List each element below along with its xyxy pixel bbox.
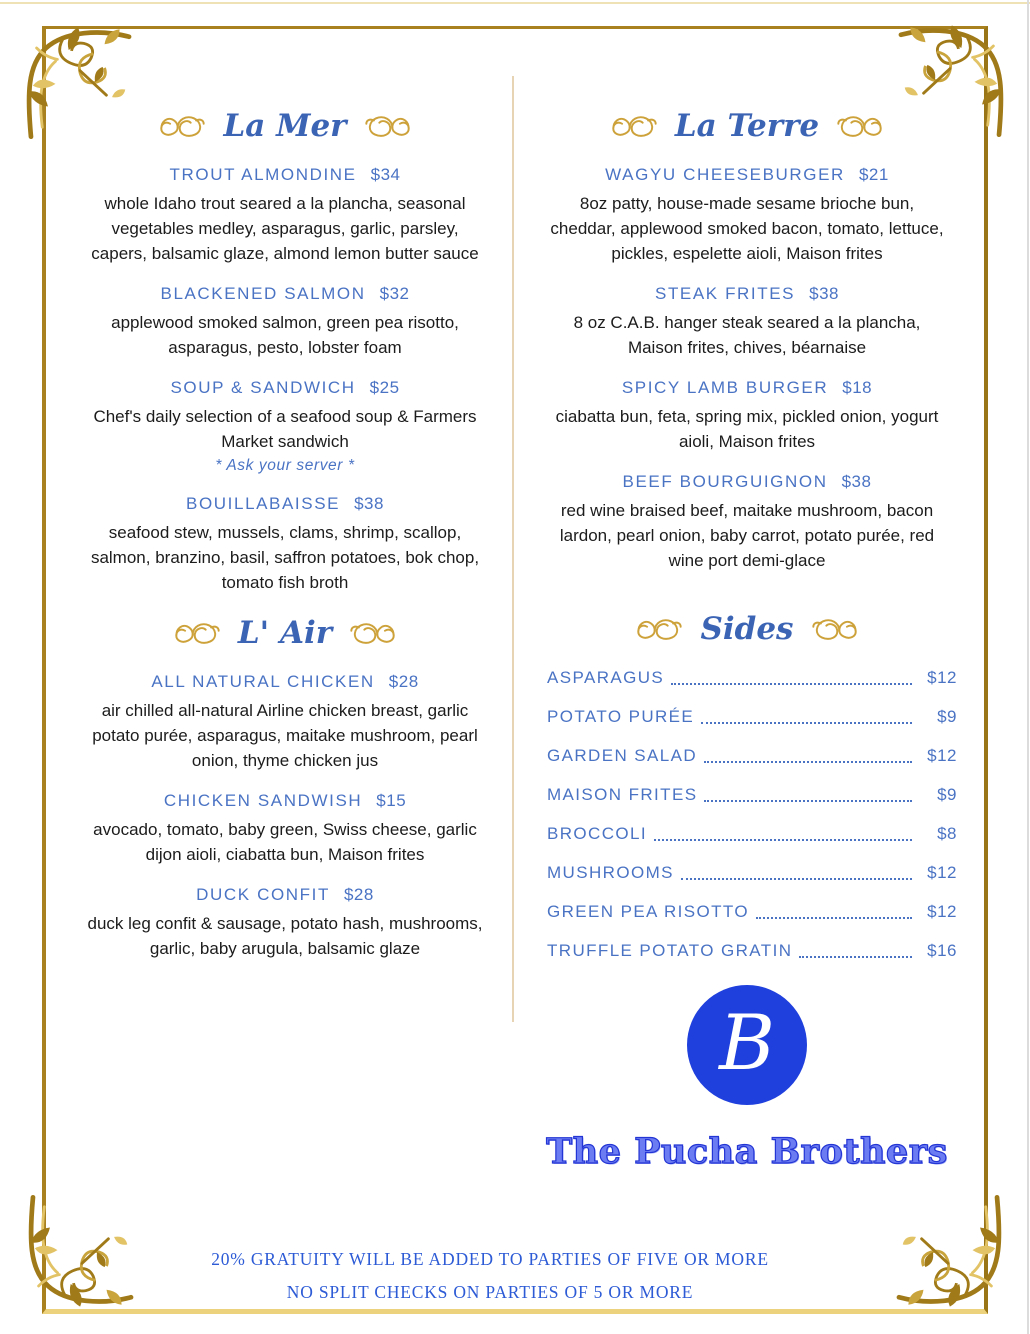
item-description: 8 oz C.A.B. hanger steak seared a la plancha, Maison frites, chives, béarnaise (573, 313, 921, 357)
menu-item (55, 492, 515, 595)
menu-item-header (55, 883, 515, 907)
item-description: air chilled all-natural Airline chicken breast, garlic potato purée, asparagus, maitake mushroom, pearl onion, thyme chicken jus (92, 701, 478, 770)
right-column (517, 104, 977, 1172)
item-name: SPICY LAMB BURGER (621, 378, 829, 397)
menu-item (517, 376, 977, 454)
page-right-rule (1027, 0, 1029, 1334)
dots-leader (756, 916, 912, 919)
item-description: ciabatta bun, feta, spring mix, pickled onion, yogurt aioli, Maison frites (555, 407, 939, 451)
section-title-l-air (55, 611, 515, 656)
item-name: CHICKEN SANDWISH (163, 791, 363, 810)
sides-list (547, 666, 957, 963)
dots-leader (701, 721, 912, 724)
menu-item (55, 282, 515, 360)
flourish-icon (607, 114, 661, 140)
footer-notice (0, 1243, 980, 1309)
item-price: $38 (354, 494, 384, 513)
side-item (547, 822, 957, 846)
item-price: $38 (841, 472, 872, 491)
item-price: $21 (858, 165, 889, 184)
item-name: BEEF BOURGUIGNON (622, 472, 828, 491)
menu-item (517, 282, 977, 360)
item-name: BOUILLABAISSE (186, 494, 341, 513)
dots-leader (681, 877, 912, 880)
section-title-la-mer (55, 104, 515, 149)
side-item (547, 939, 957, 963)
menu-item (55, 163, 515, 266)
menu-item (517, 470, 977, 573)
flourish-icon (155, 114, 209, 140)
item-description: avocado, tomato, baby green, Swiss cheese, garlic dijon aioli, ciabatta bun, Maison frites (93, 820, 477, 864)
section-title-text: La Mer (223, 108, 347, 144)
flourish-icon (808, 617, 862, 643)
side-name: MAISON FRITES (547, 785, 698, 804)
side-name: ASPARAGUS (547, 668, 665, 687)
dots-leader (704, 799, 912, 802)
item-price: $18 (842, 378, 873, 397)
menu-item (55, 883, 515, 961)
item-name: DUCK CONFIT (196, 885, 330, 904)
dots-leader (799, 955, 912, 958)
section-title-text: Sides (700, 611, 794, 647)
flourish-icon (361, 114, 415, 140)
side-price: $16 (927, 941, 957, 960)
item-description: red wine braised beef, maitake mushroom, bacon lardon, pearl onion, baby carrot, potato purée, red wine port demi-glace (559, 501, 935, 570)
brand-name: The Pucha Brothers (546, 1131, 948, 1172)
item-price: $38 (809, 284, 839, 303)
section-la-mer (55, 104, 515, 595)
dots-leader (654, 838, 912, 841)
item-description: 8oz patty, house-made sesame brioche bun, cheddar, applewood smoked bacon, tomato, lettuce, pickles, espelette aioli, Maison frites (550, 194, 944, 263)
flourish-icon (833, 114, 887, 140)
section-title-text: L' Air (237, 615, 333, 651)
section-sides (517, 607, 977, 963)
menu-item-header (517, 470, 977, 494)
side-price: $12 (927, 863, 957, 882)
side-name: TRUFFLE POTATO GRATIN (547, 941, 793, 960)
item-description: seafood stew, mussels, clams, shrimp, scallop, salmon, branzino, basil, saffron potatoes, bok chop, tomato fish broth (90, 523, 480, 592)
menu-item-header (517, 163, 977, 187)
side-price: $9 (937, 707, 957, 726)
side-item (547, 861, 957, 885)
side-item (547, 705, 957, 729)
side-name: GREEN PEA RISOTTO (547, 902, 750, 921)
page-top-rule (0, 2, 1030, 4)
item-name: WAGYU CHEESEBURGER (605, 165, 845, 184)
logo-circle (687, 985, 807, 1105)
side-price: $12 (927, 746, 957, 765)
side-price: $12 (927, 902, 957, 921)
item-name: SOUP & SANDWICH (170, 378, 356, 397)
item-description: applewood smoked salmon, green pea risotto, asparagus, pesto, lobster foam (111, 313, 459, 357)
menu-item (55, 376, 515, 476)
side-name: GARDEN SALAD (547, 746, 698, 765)
side-price: $12 (927, 668, 957, 687)
side-item (547, 783, 957, 807)
item-price: $34 (370, 165, 401, 184)
item-description: whole Idaho trout seared a la plancha, seasonal vegetables medley, asparagus, garlic, parsley, capers, balsamic glaze, almond lemon butter sauce (91, 194, 479, 263)
item-price: $28 (388, 672, 419, 691)
dots-leader (671, 682, 912, 685)
menu-item-header (55, 670, 515, 694)
left-column (55, 104, 515, 977)
side-name: MUSHROOMS (547, 863, 674, 882)
section-la-terre (517, 104, 977, 573)
menu-item-header (55, 163, 515, 187)
item-name: ALL NATURAL CHICKEN (151, 672, 375, 691)
item-price: $25 (369, 378, 400, 397)
gratuity-notice: 20% GRATUITY WILL BE ADDED TO PARTIES OF FIVE OR MORE (211, 1249, 769, 1269)
section-l-air (55, 611, 515, 961)
item-description: duck leg confit & sausage, potato hash, mushrooms, garlic, baby arugula, balsamic glaze (87, 914, 483, 958)
logo-letter: B (719, 998, 775, 1087)
side-name: POTATO PURÉE (547, 707, 695, 726)
item-description: Chef's daily selection of a seafood soup & Farmers Market sandwich (93, 407, 477, 451)
side-price: $8 (937, 824, 957, 843)
restaurant-logo (517, 985, 977, 1172)
menu-item-header (517, 282, 977, 306)
item-price: $28 (343, 885, 374, 904)
dots-leader (704, 760, 912, 763)
menu-item (55, 789, 515, 867)
menu-item-header (55, 789, 515, 813)
menu-item-header (517, 376, 977, 400)
side-item (547, 666, 957, 690)
item-price: $32 (379, 284, 410, 303)
menu-item (55, 670, 515, 773)
flourish-icon (170, 621, 224, 647)
section-title-text: La Terre (674, 108, 820, 144)
split-check-notice: NO SPLIT CHECKS ON PARTIES OF 5 OR MORE (286, 1282, 694, 1302)
menu-item-header (55, 376, 515, 400)
menu-item-header (55, 492, 515, 516)
menu-item-header (55, 282, 515, 306)
side-name: BROCCOLI (547, 824, 647, 843)
item-price: $15 (376, 791, 407, 810)
item-name: BLACKENED SALMON (160, 284, 366, 303)
item-note: * Ask your server * (215, 457, 355, 474)
side-price: $9 (937, 785, 957, 804)
section-title-la-terre (517, 104, 977, 149)
side-item (547, 900, 957, 924)
menu-item (517, 163, 977, 266)
item-name: STEAK FRITES (655, 284, 796, 303)
section-title-sides (517, 607, 977, 652)
flourish-icon (346, 621, 400, 647)
side-item (547, 744, 957, 768)
flourish-icon (632, 617, 686, 643)
item-name: TROUT ALMONDINE (169, 165, 357, 184)
